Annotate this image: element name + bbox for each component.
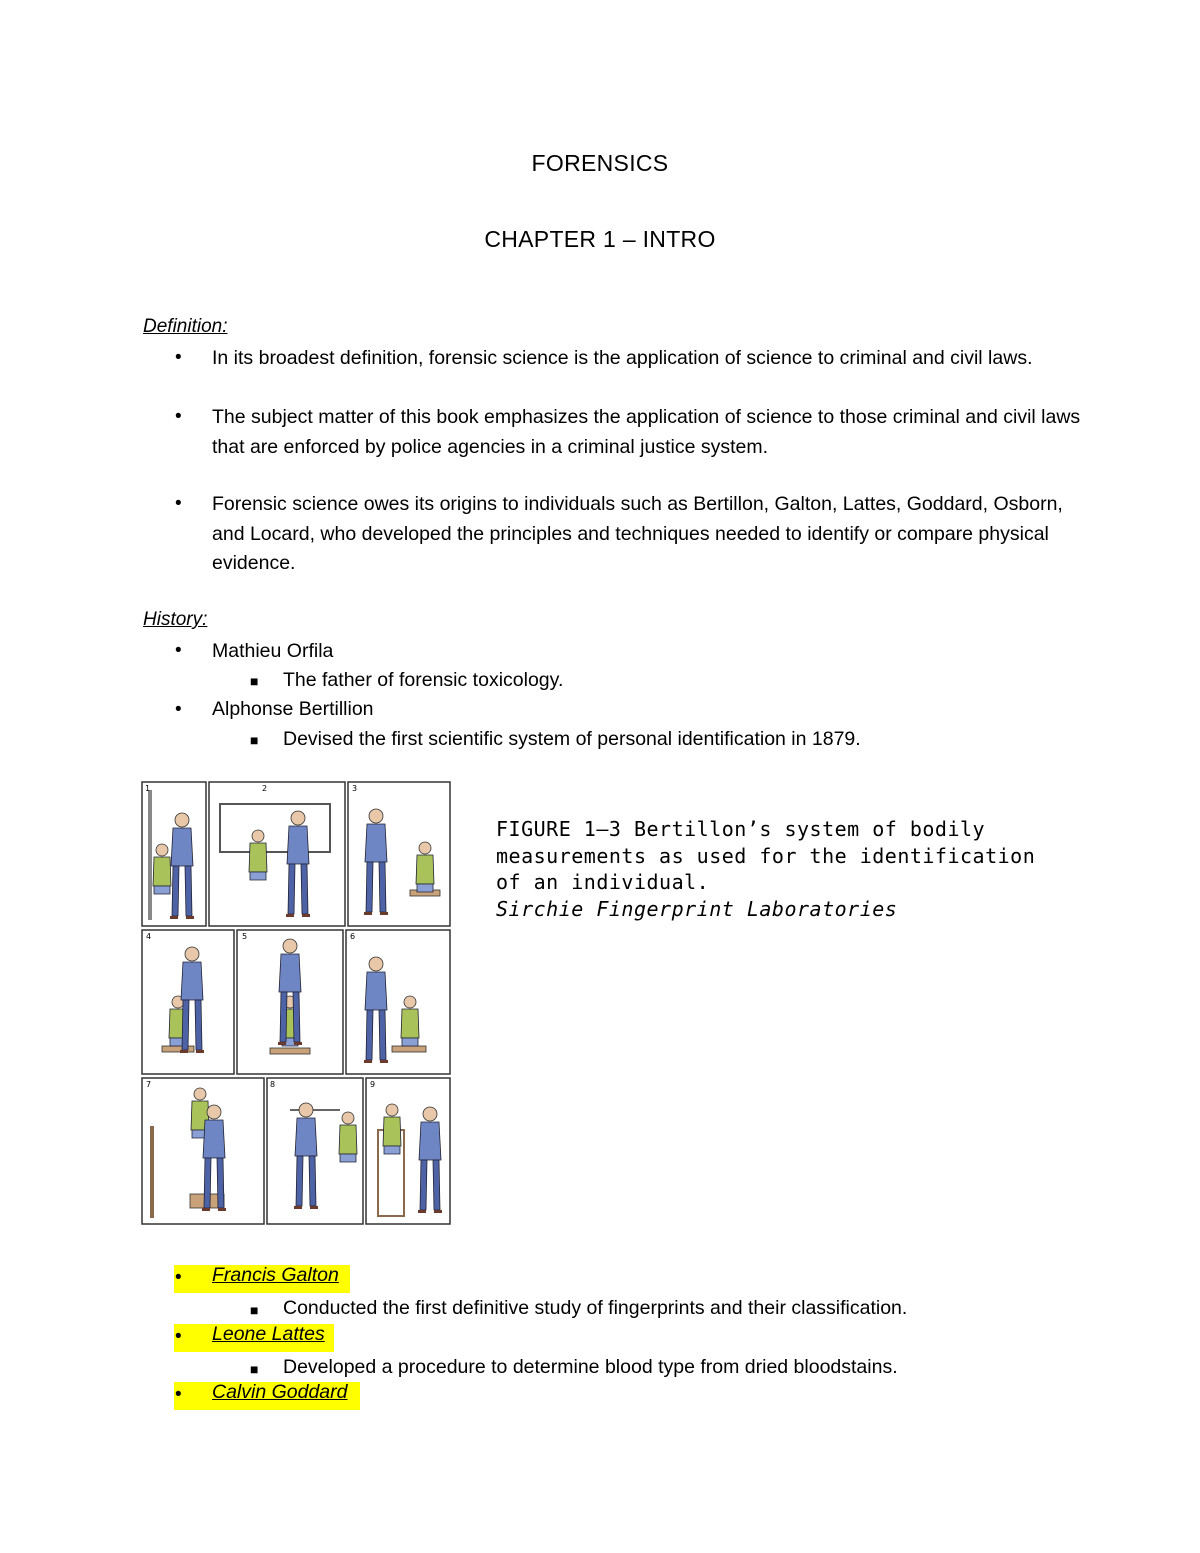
- figure-caption-text: FIGURE 1–3 Bertillon’s system of bodily measurements as used for the identification of an individual.: [496, 817, 1036, 894]
- history-detail-orfila: The father of forensic toxicology.: [283, 669, 564, 691]
- panel-number: 6: [350, 932, 356, 941]
- figure-panel-8: [267, 1078, 363, 1224]
- panel-number: 8: [270, 1080, 276, 1089]
- bullet-icon: •: [175, 493, 182, 514]
- figure-panel-5: [237, 930, 343, 1074]
- panel-number: 3: [352, 784, 358, 793]
- highlighted-name-lattes: Leone Lattes: [212, 1323, 325, 1345]
- history-detail-bertillion: Devised the first scientific system of personal identification in 1879.: [283, 728, 861, 750]
- highlighted-detail-lattes: Developed a procedure to determine blood type from dried bloodstains.: [283, 1356, 898, 1378]
- figure-panel-9: [366, 1078, 450, 1224]
- bertillon-figure-image: [140, 780, 452, 1228]
- figure-panel-2: [209, 782, 345, 926]
- figure-caption: [496, 816, 1056, 922]
- definition-bullet-1: In its broadest definition, forensic science is the application of science to criminal and civil laws.: [212, 347, 1033, 369]
- figure-panel-4: [142, 930, 234, 1074]
- bullet-icon: •: [175, 1267, 182, 1288]
- figure-panel-1: [142, 782, 206, 926]
- bullet-icon: •: [175, 347, 182, 368]
- bullet-icon: •: [175, 1384, 182, 1405]
- definition-bullet-2: The subject matter of this book emphasizes the application of science to those criminal and civil laws that are enforced by police agencies in a criminal justice system.: [212, 406, 1081, 458]
- document-title: FORENSICS: [531, 150, 669, 176]
- figure-credit: Sirchie Fingerprint Laboratories: [496, 896, 898, 921]
- figure-panel-7: [142, 1078, 264, 1224]
- panel-number: 7: [146, 1080, 152, 1089]
- bullet-icon: •: [175, 699, 182, 720]
- square-bullet-icon: ■: [250, 732, 259, 748]
- panel-number: 9: [370, 1080, 376, 1089]
- bullet-icon: •: [175, 406, 182, 427]
- square-bullet-icon: ■: [250, 673, 259, 689]
- bullet-icon: •: [175, 640, 182, 661]
- figure-panel-3: [348, 782, 450, 926]
- highlighted-name-goddard: Calvin Goddard: [212, 1381, 348, 1403]
- chapter-heading: CHAPTER 1 – INTRO: [484, 226, 716, 252]
- panel-number: 5: [242, 932, 248, 941]
- history-item-bertillion: Alphonse Bertillion: [212, 698, 374, 720]
- highlighted-name-galton: Francis Galton: [212, 1264, 339, 1286]
- bullet-icon: •: [175, 1326, 182, 1347]
- panel-number: 2: [262, 784, 268, 793]
- definition-bullet-3: Forensic science owes its origins to individuals such as Bertillon, Galton, Lattes, Goddard, Osborn, and Locard, who developed the principles and techniques needed to identify or compare physical evidence.: [212, 493, 1063, 574]
- panel-number: 4: [146, 932, 152, 941]
- figure-panel-6: [346, 930, 450, 1074]
- square-bullet-icon: ■: [250, 1361, 259, 1377]
- highlighted-detail-galton: Conducted the first definitive study of fingerprints and their classification.: [283, 1297, 908, 1319]
- panel-number: 1: [145, 784, 151, 793]
- definition-label: Definition:: [143, 316, 228, 337]
- square-bullet-icon: ■: [250, 1302, 259, 1318]
- history-label: History:: [143, 609, 208, 630]
- history-item-orfila: Mathieu Orfila: [212, 640, 334, 662]
